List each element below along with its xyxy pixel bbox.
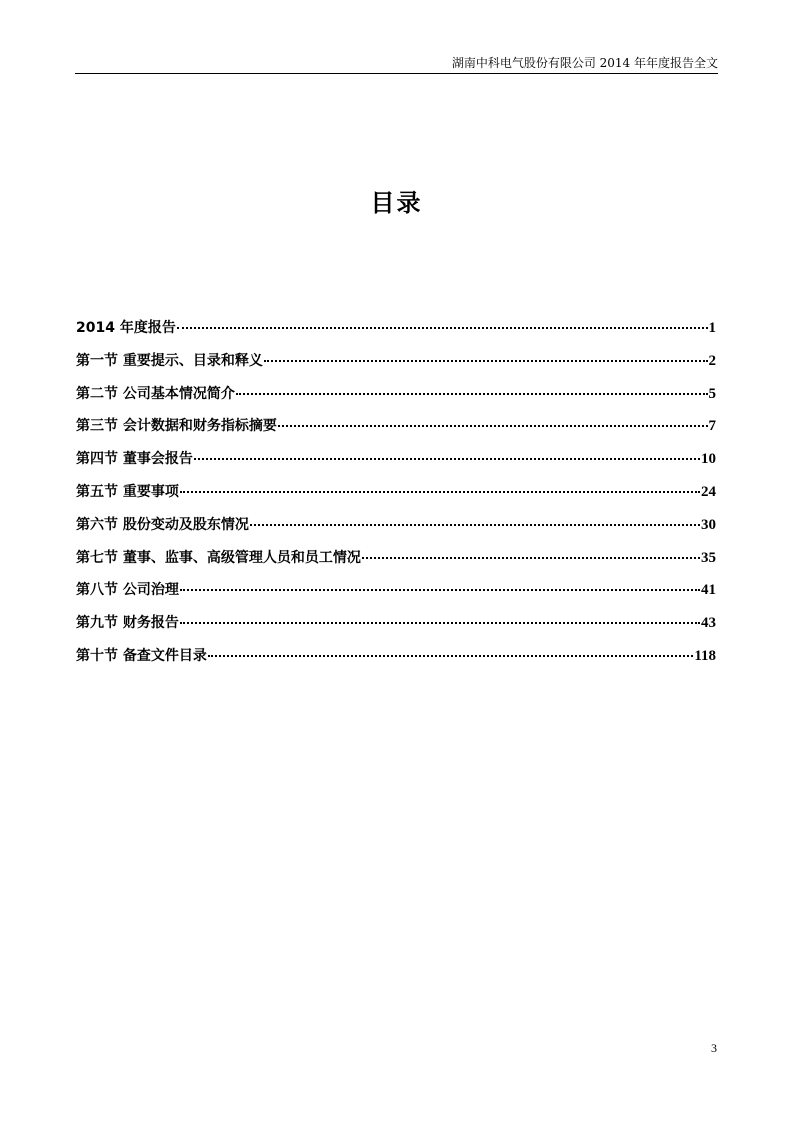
toc-entry-page: 5 — [708, 385, 716, 402]
toc-entry-page: 35 — [701, 549, 716, 566]
page-number: 3 — [711, 1041, 717, 1055]
table-of-contents — [76, 316, 716, 677]
toc-entry-page: 43 — [701, 615, 716, 632]
toc-dot-leader — [250, 524, 700, 526]
toc-entry-page: 7 — [708, 418, 716, 435]
toc-dot-leader — [177, 327, 708, 329]
toc-dot-leader — [180, 491, 700, 493]
toc-entry-page: 30 — [701, 516, 716, 533]
toc-entry-label: 第一节 重要提示、目录和释义 — [76, 352, 263, 369]
toc-entry-section-7[interactable] — [76, 546, 716, 579]
toc-entry-page: 1 — [708, 320, 716, 336]
toc-entry-label: 第七节 董事、监事、高级管理人员和员工情况 — [76, 549, 361, 566]
running-header: 湖南中科电气股份有限公司 2014 年年度报告全文 — [451, 56, 718, 70]
toc-dot-leader — [278, 425, 708, 427]
toc-entry-section-8[interactable] — [76, 578, 716, 611]
toc-entry-label: 第六节 股份变动及股东情况 — [76, 516, 249, 533]
toc-entry-label: 第二节 公司基本情况简介 — [76, 385, 235, 402]
toc-dot-leader — [264, 360, 708, 362]
toc-entry-label: 2014 年度报告 — [76, 320, 176, 336]
toc-dot-leader — [180, 589, 700, 591]
toc-title: 目录 — [370, 189, 423, 217]
toc-entry-section-2[interactable] — [76, 382, 716, 415]
toc-entry-label: 第九节 财务报告 — [76, 615, 179, 632]
toc-entry-label: 第十节 备查文件目录 — [76, 647, 207, 664]
toc-entry-section-6[interactable] — [76, 513, 716, 546]
toc-entry-section-3[interactable] — [76, 414, 716, 447]
toc-dot-leader — [208, 655, 693, 657]
toc-entry-page: 41 — [701, 582, 716, 599]
toc-dot-leader — [236, 393, 708, 395]
toc-dot-leader — [194, 458, 700, 460]
toc-entry-section-10[interactable] — [76, 644, 716, 677]
toc-dot-leader — [362, 557, 700, 559]
toc-entry-label: 第三节 会计数据和财务指标摘要 — [76, 418, 277, 435]
toc-entry-label: 第八节 公司治理 — [76, 582, 179, 599]
toc-entry-page: 2 — [708, 352, 716, 369]
toc-entry-label: 第五节 重要事项 — [76, 483, 179, 500]
toc-entry-annual-report[interactable] — [76, 316, 716, 349]
toc-entry-section-9[interactable] — [76, 611, 716, 644]
toc-entry-page: 24 — [701, 483, 716, 500]
toc-entry-label: 第四节 董事会报告 — [76, 451, 193, 468]
toc-entry-page: 10 — [701, 451, 716, 468]
toc-entry-section-1[interactable] — [76, 349, 716, 382]
toc-entry-section-4[interactable] — [76, 447, 716, 480]
header-divider — [75, 73, 718, 74]
toc-dot-leader — [180, 622, 700, 624]
toc-entry-section-5[interactable] — [76, 480, 716, 513]
toc-entry-page: 118 — [694, 647, 716, 664]
